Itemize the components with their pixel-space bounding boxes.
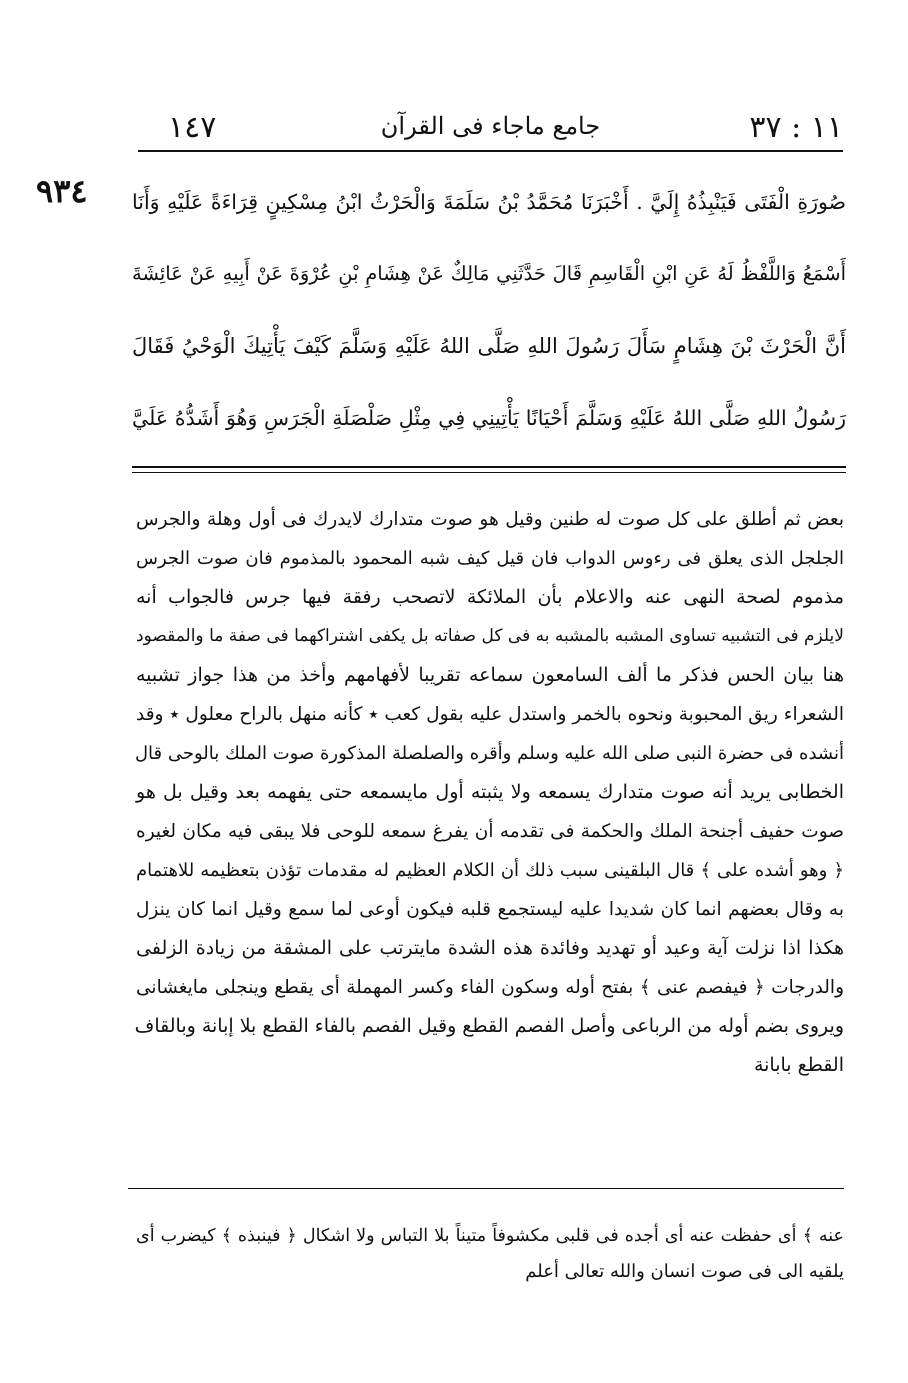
footnote-line: عنه ﴾ أى حفظت عنه أى أجده فى قلبى مكشوفاً متيناً بلا التباس ولا اشكال ﴿ فينبذه ﴾ كيضرب أى [136,1226,844,1246]
commentary [136,500,844,1085]
commentary-line: الشعراء ريق المحبوبة ونحوه بالخمر واستدل عليه بقول كعب ٭ كأنه منهل بالراح معلول ٭ وقد [136,704,844,725]
commentary-line: القطع بابانة [753,1054,844,1076]
hadith-text [132,166,846,454]
hadith-line: أَسْمَعُ وَاللَّفْظُ لَهُ عَنِ ابْنِ الْقَاسِمِ قَالَ حَدَّثَنِي مَالِكٌ عَنْ هِشَامِ بْنِ عُرْوَةَ عَنْ أَبِيهِ عَنْ عَائِشَةَ [132,262,846,285]
commentary-line: الجلجل الذى يعلق فى رءوس الدواب فان قيل كيف شبه المحمود بالمذموم فان صوت الجرس [136,548,844,569]
commentary-line: ويروى بضم أوله من الرباعى وأصل الفصم القطع وقيل الفصم بالفاء القطع بلا إبانة وبالقاف [134,1015,844,1037]
page-header [138,108,843,148]
commentary-line: به وقال بعضهم انما كان شديدا عليه ليستجمع قلبه فيكون أوعى لما سمع وقيل انما كان ينزل [136,899,844,920]
commentary-line: أنشده فى حضرة النبى صلى الله عليه وسلم وأقره والصلصلة المذكورة صوت الملك بالوحى قال [134,743,844,764]
hadith-line: أَنَّ الْحَرْثَ بْنَ هِشَامٍ سَأَلَ رَسُولَ اللهِ صَلَّى اللهُ عَلَيْهِ وَسَلَّمَ كَيْفَ يَأْتِيكَ الْوَحْيُ فَقَالَ [132,334,846,358]
section-divider [132,466,846,468]
header-rule [138,150,843,152]
commentary-line: بعض ثم أطلق على كل صوت له طنين وقيل هو صوت متدارك لايدرك فى أول وهلة والجرس [136,509,844,530]
hadith-line: رَسُولُ اللهِ صَلَّى اللهُ عَلَيْهِ وَسَلَّمَ أَحْيَانًا يَأْتِينِي فِي مِثْلِ صَلْصَلَةِ الْجَرَسِ وَهُوَ أَشَدُّهُ عَلَيَّ [132,406,846,430]
hadith-number: ٩٣٤ [36,172,88,210]
commentary-line: مذموم لصحة النهى عنه والاعلام بأن الملائكة لاتصحب رفقة فيها جرس فالجواب أنه [136,586,844,608]
page-number: ١٤٧ [168,110,217,145]
book-title: جامع ماجاء فى القرآن [380,112,601,140]
commentary-line: والدرجات ﴿ فيفصم عنى ﴾ بفتح أوله وسكون الفاء وكسر المهملة أى يقطع وينجلى مايغشانى [136,977,844,998]
commentary-line: ﴿ وهو أشده على ﴾ قال البلقينى سبب ذلك أن الكلام العظيم له مقدمات تؤذن بتعظيمه للاهتمام [136,860,844,881]
footnote-divider [128,1188,844,1189]
commentary-line: الخطابى يريد أنه صوت متدارك يسمعه ولا يثبته أول مايسمعه حتى يفهمه بعد وقيل بل هو [136,781,844,803]
verse-reference: ١١ : ٣٧ [749,110,843,145]
section-divider [132,472,846,473]
commentary-line: لايلزم فى التشبيه تساوى المشبه بالمشبه به فى كل صفاته بل يكفى اشتراكهما فى صفة ما والمقصود [136,626,844,646]
footnote-line: يلقيه الى فى صوت انسان والله تعالى أعلم [525,1261,844,1282]
commentary-line: هنا بيان الحس فذكر ما ألف السامعون سماعه تقريبا لأفهامهم وأخذ من هذا جواز تشبيه [136,664,844,686]
commentary-line: هكذا اذا نزلت آية وعيد أو تهديد وفائدة هذه الشدة مايترتب على المشقة من زيادة الزلفى [136,937,844,959]
hadith-line: صُورَةِ الْفَتَى فَيَنْبِذُهُ إِلَيَّ . أَخْبَرَنَا مُحَمَّدُ بْنُ سَلَمَةَ وَالْحَرْثُ ابْنُ مِسْكِينٍ قِرَاءَةً عَلَيْهِ وَأَنَا [132,190,846,214]
footnote [136,1218,844,1290]
commentary-line: صوت حفيف أجنحة الملك والحكمة فى تقدمه أن يفرغ سمعه للوحى فلا يبقى فيه مكان لغيره [136,821,844,842]
